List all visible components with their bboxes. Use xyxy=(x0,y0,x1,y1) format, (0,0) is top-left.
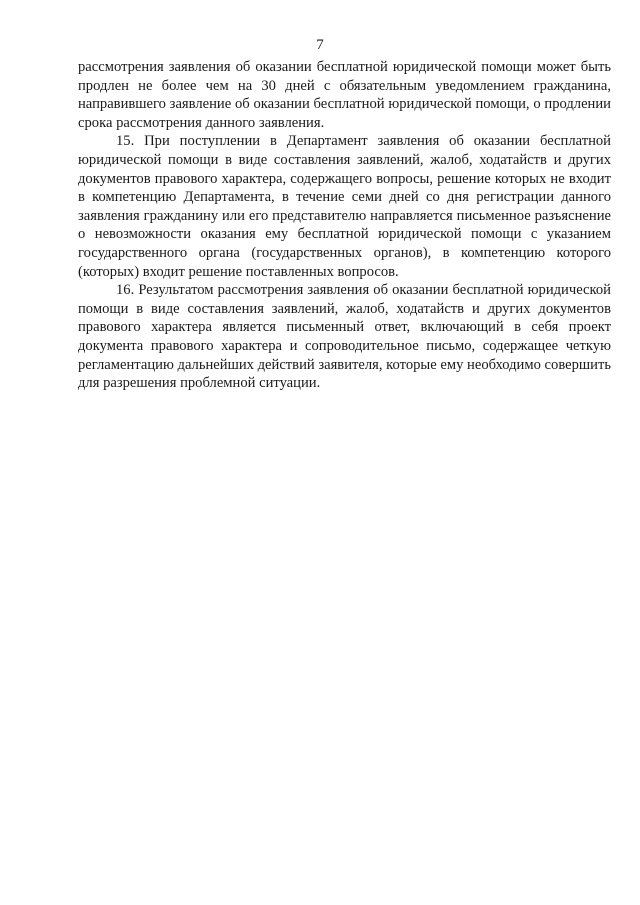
paragraph-16: 16. Результатом рассмотрения заявления об оказании бесплатной юридической помощи в виде составления заявлений, жалоб, ходатайств и других документов правового характера является письменный ответ, включающий в себя проект документа правового характера и сопроводительное письмо, содержащее четкую регламентацию дальнейших действий заявителя, которые ему необходимо совершить для разрешения проблемной ситуации. xyxy=(78,282,611,392)
paragraph-15: 15. При поступлении в Департамент заявления об оказании бесплатной юридической помощи в виде составления заявлений, жалоб, ходатайств и других документов правового характера, содержащего вопросы, решение которых не входит в компетенцию Департамента, в течение семи дней со дня регистрации данного заявления гражданину или его представителю направляется письменное разъяснение о невозможности оказания ему бесплатной юридической помощи с указанием государственного органа (государственных органов), в компетенцию которого (которых) входит решение поставленных вопросов. xyxy=(78,133,611,280)
page-number: 7 xyxy=(316,37,324,53)
paragraph-continuation: рассмотрения заявления об оказании бесплатной юридической помощи может быть продлен не более чем на 30 дней с обязательным уведомлением гражданина, направившего заявление об оказании бесплатной юридической помощи, о продлении срока рассмотрения данного заявления. xyxy=(78,59,611,131)
document-body xyxy=(78,58,611,393)
